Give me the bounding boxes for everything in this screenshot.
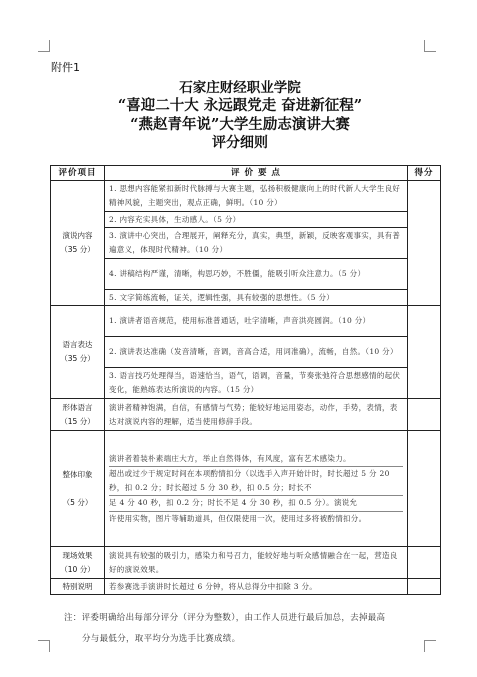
table-row — [51, 290, 441, 306]
table-row — [51, 431, 441, 547]
score-cell — [408, 306, 441, 399]
criterion: 演说具有较强的吸引力，感染力和号召力，能较好地与听众感情融合在一起，营造良好的演说效果。 — [105, 547, 408, 579]
table-row — [51, 212, 441, 228]
category-points: （10 分） — [60, 564, 95, 574]
category-label: 演说内容 — [62, 231, 93, 240]
footnote-line-1: 注：评委明确给出每部分评分（评分为整数），由工作人员进行最后加总，去掉最高 — [64, 613, 386, 623]
score-cell — [408, 547, 441, 579]
table-row — [51, 579, 441, 595]
category-special — [51, 579, 105, 595]
criterion: 演讲者精神饱满，自信，有感情与气势；能较好地运用姿态，动作，手势，表情，表达对演说内容的理解，适当使用修辞手段。 — [105, 399, 408, 431]
category-label: 特别说明 — [62, 581, 93, 591]
score-cell — [408, 181, 441, 306]
criterion: 3. 演讲中心突出，合理展开，阐释充分，真实，典型，新颖，反映客观事实，具有普遍意义，体现时代精神。（10 分） — [105, 228, 408, 259]
criterion: 5. 文字简练流畅，证关，逻辑性强，具有较强的思想性。（5 分） — [105, 290, 408, 306]
table-row — [51, 337, 441, 368]
criterion: 2. 内容充实具体，生动感人。（5 分） — [105, 212, 408, 228]
category-body — [51, 399, 105, 431]
table-row — [51, 228, 441, 259]
score-cell — [408, 399, 441, 431]
table-row — [51, 368, 441, 399]
criterion: 3. 语言技巧处理得当，语速恰当，语气，语调，音量，节奏张弛符合思想感情的起伏变化，能熟练表达所演说的内容。（15 分） — [105, 368, 408, 399]
category-image — [51, 431, 105, 547]
header-score: 得分 — [408, 166, 441, 181]
header-points: 评 价 要 点 — [105, 166, 408, 181]
criterion: 1. 思想内容能紧扣新时代脉搏与大赛主题，弘扬积极健康向上的时代新人大学生良好精神风貌，主题突出，观点正确，鲜明。（10 分） — [105, 181, 408, 212]
category-label: 语言表达 — [62, 340, 93, 349]
criterion-line: 足 4 分 40 秒，扣 0.2 分；时长不足 4 分 30 秒，扣 0.5 分）。演说允 — [109, 496, 403, 511]
table-row — [51, 181, 441, 212]
table-row — [51, 399, 441, 431]
criterion-line: 演讲者着装朴素端庄大方，举止自然得体，有风度，富有艺术感染力。 — [109, 452, 403, 467]
criterion: 若参赛选手演讲时长超过 6 分钟，将从总得分中扣除 3 分。 — [105, 579, 408, 595]
header-item: 评价项目 — [51, 166, 105, 181]
score-cell — [408, 431, 441, 547]
category-content — [51, 181, 105, 306]
criterion-line: 超出或过少于规定时间在本项酌情扣分（以选手入声开始计时，时长超过 5 分 20 秒，扣 0.2 分；时长超过 5 分 30 秒，扣 0.5 分；时长不 — [109, 467, 403, 496]
category-label: 形体语言 — [62, 402, 93, 412]
school-name: 石家庄财经职业学院 — [179, 80, 301, 96]
crop-mark-top-left — [38, 40, 50, 52]
category-label: 整体印象 — [62, 469, 93, 479]
category-language — [51, 306, 105, 399]
crop-mark-bottom-left — [38, 640, 50, 652]
criterion: 2. 演讲表达准确（发音清晰，音调，音高合适，用词准确），流畅，自然。（10 分） — [105, 337, 408, 368]
criterion-image — [105, 431, 408, 547]
rules-title: 评分细则 — [212, 135, 268, 151]
category-label: 现场效果 — [62, 550, 93, 560]
category-points: （35 分） — [60, 354, 95, 364]
attachment-label: 附件1 — [51, 61, 80, 74]
table-row — [51, 306, 441, 337]
category-points: （5 分） — [62, 497, 93, 507]
criterion-line: 许使用实物，图片等辅助道具，但仅限使用一次，使用过多将被酌情扣分。 — [109, 513, 367, 523]
table-row — [51, 259, 441, 290]
category-scene — [51, 547, 105, 579]
criterion: 1. 演讲者语音规范，使用标准普通话，吐字清晰，声音洪亮圆润。（10 分） — [105, 306, 408, 337]
table-row — [51, 547, 441, 579]
score-cell — [408, 579, 441, 595]
category-points: （15 分） — [60, 416, 95, 426]
contest-name: “燕赵青年说”大学生励志演讲大赛 — [130, 116, 350, 133]
document-title-block — [40, 80, 440, 152]
scoring-table — [50, 165, 441, 595]
criterion: 4. 讲稿结构严谨，清晰，构思巧妙，不胜僵，能吸引听众注意力。（5 分） — [105, 259, 408, 290]
theme-slogan: “喜迎二十大 永远跟党走 奋进新征程” — [117, 97, 363, 114]
footnote-line-2: 分与最低分，取平均分为选手比赛成绩。 — [82, 634, 241, 644]
crop-mark-top-right — [424, 40, 436, 52]
table-header-row — [51, 166, 441, 181]
category-points: （35 分） — [60, 245, 95, 255]
